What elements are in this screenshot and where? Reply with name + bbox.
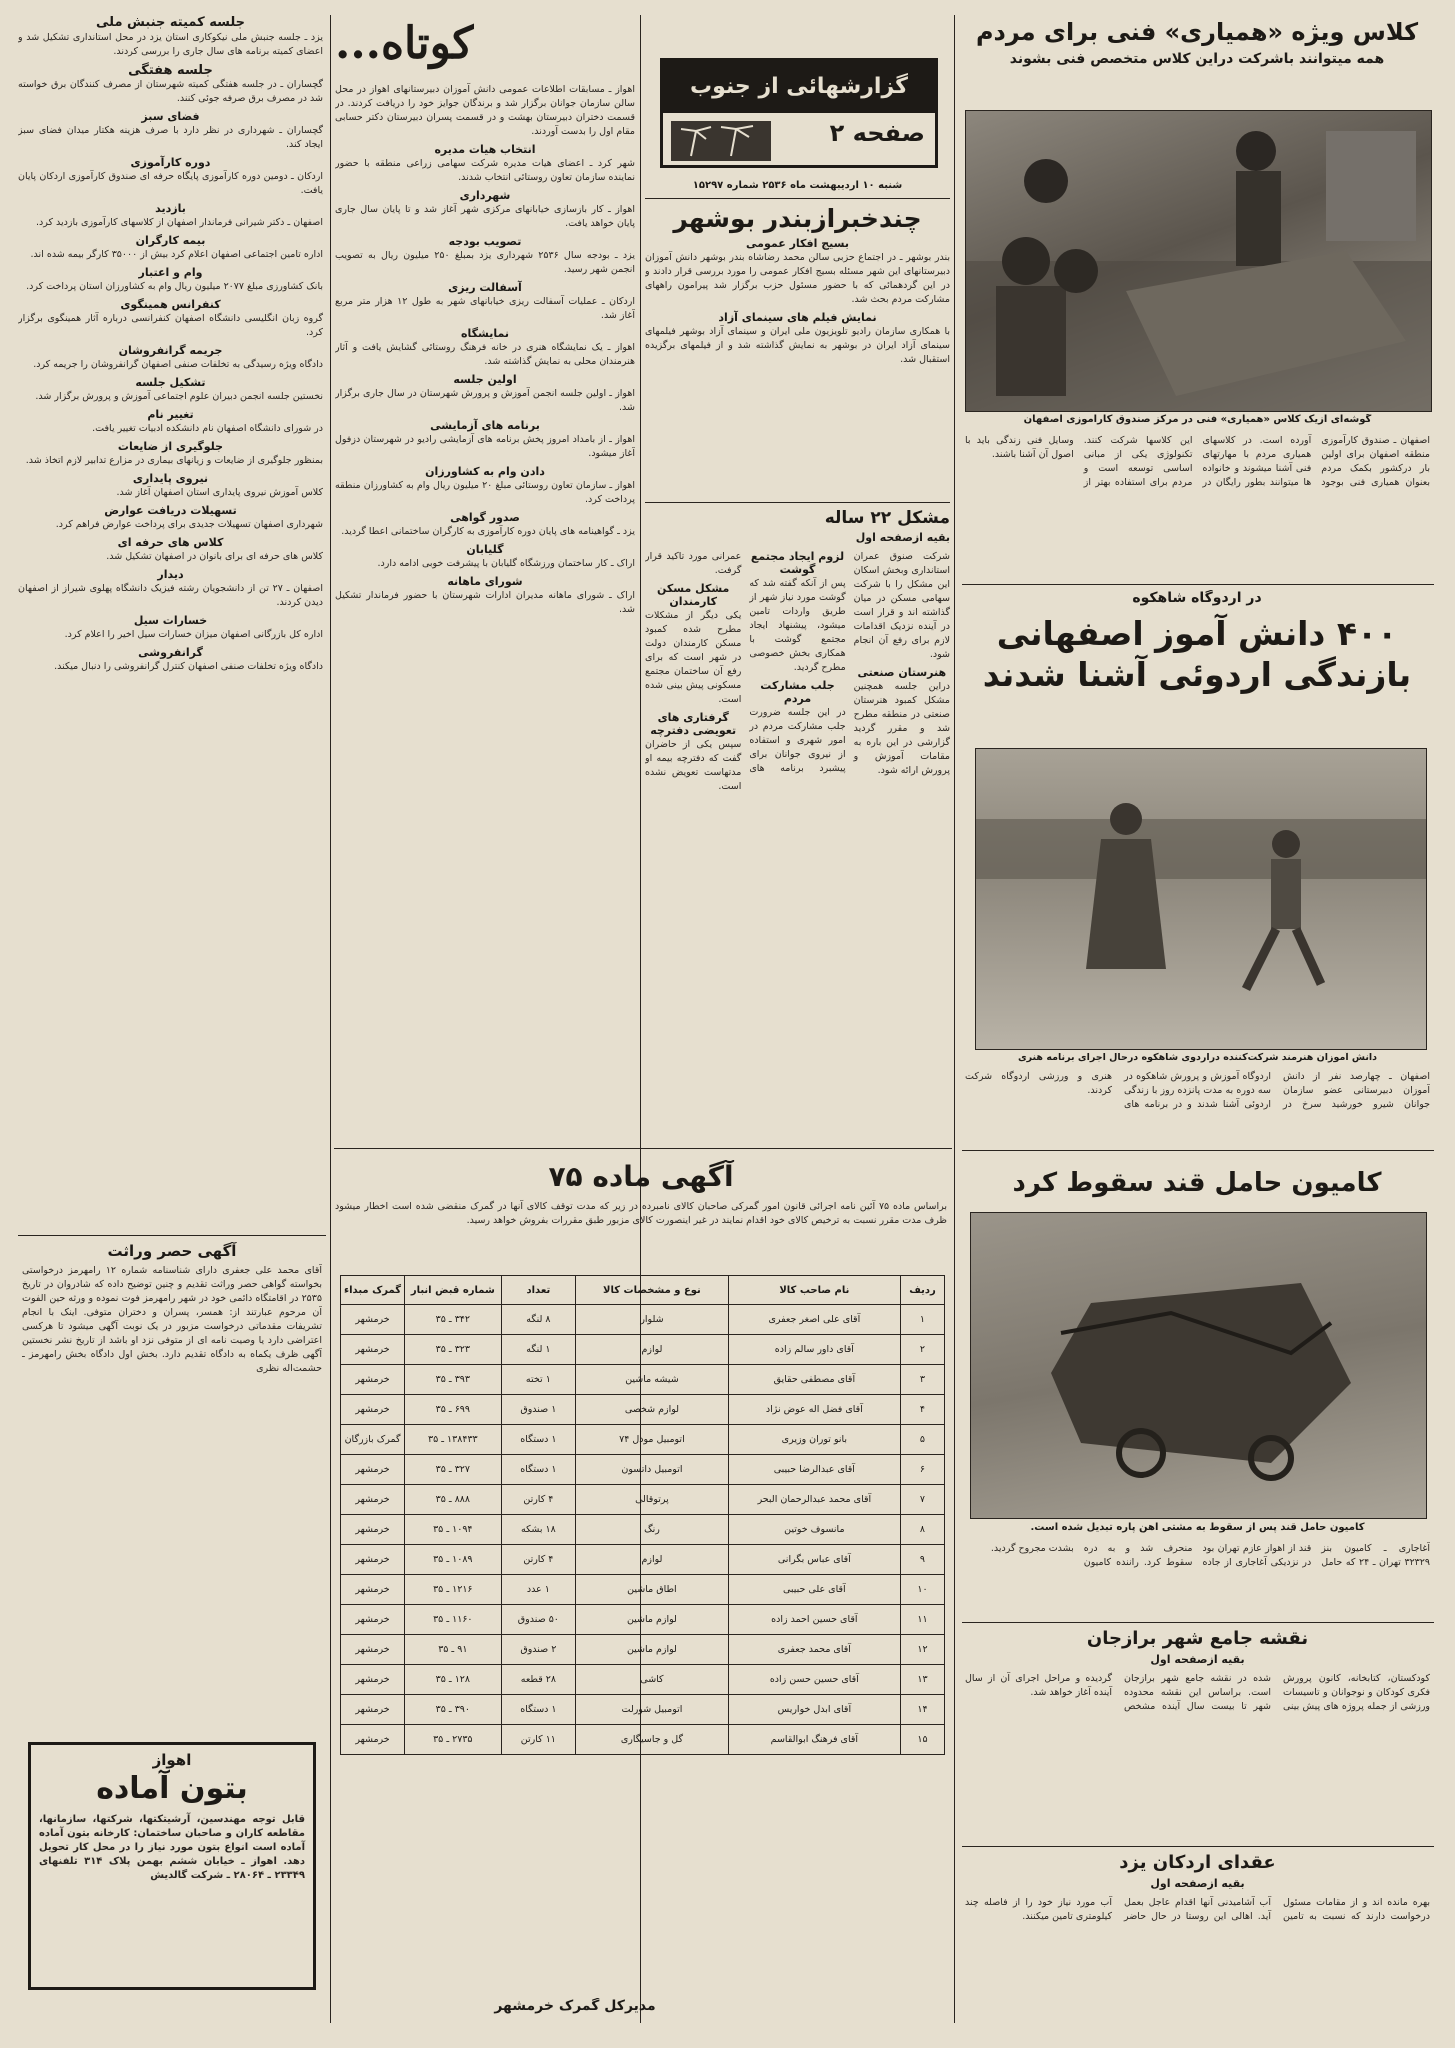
class-subheadline: همه میتوانند باشرکت دراین کلاس متخصص فنی بشوند: [1009, 50, 1385, 67]
concrete-ad-title: بتون آماده: [96, 1771, 248, 1806]
tawizi-body: سپس یکی از حاضران گفت که دفترچه بیمه او مدتهاست تعویض نشده است.: [645, 739, 742, 792]
ad75-header: [335, 1160, 947, 1232]
wed-headline: عقدای اردکان یزد: [1119, 1852, 1276, 1873]
customs-table: [340, 1275, 945, 1755]
class-headline: کلاس ویژه «همیاری» فنی برای مردم: [975, 18, 1419, 46]
map-headline: نقشه جامع شهر برازجان: [1086, 1628, 1309, 1649]
wed-continued-label: بقیه ازصفحه اول: [1150, 1876, 1245, 1890]
section-rule: [18, 1235, 326, 1236]
truck-photo: [970, 1212, 1427, 1519]
table-row: ۱۳ آقای حسین حسن زاده کاشی ۲۸ قطعه ۱۲۸ ـ ۳۵ خرمشهر: [341, 1665, 945, 1695]
truck-headline: کامیون حامل قند سقوط کرد: [1012, 1168, 1382, 1198]
honarestan-body: دراین جلسه همچنین مشکل کمبود هنرستان صنعتی در منطقه مطرح شد و مقرر گردید گزارشی در این باره به مقامات آموزش و پرورش ارائه شود.: [853, 681, 950, 776]
housing-subhead: مشکل مسکن کارمندان: [657, 582, 730, 608]
column-rule: [954, 15, 955, 2023]
section-rule: [962, 1622, 1434, 1623]
tawizi-subhead: گرفتاری های تعویضی دفترچه: [650, 711, 737, 737]
truck-article: [962, 1168, 1432, 1199]
section-rule: [962, 584, 1434, 585]
meat-body: پس از آنکه گفته شد که گوشت مورد نیاز شهر از طریق واردات تامین میشود، پیشنهاد ایجاد مجتمع گوشت با همکاری بخش خصوصی مطرح گردید.: [749, 578, 846, 673]
table-row: ۸ مانسوف خوتین رنگ ۱۸ بشکه ۱۰۹۴ ـ ۳۵ خرمشهر: [341, 1515, 945, 1545]
table-header-row: ردیف نام صاحب کالا نوع و مشخصات کالا تعداد شماره قبض انبار گمرک مبداء: [341, 1276, 945, 1305]
concrete-ad: [28, 1742, 316, 1990]
dateline: شنبه ۱۰ اردیبهشت ماه ۲۵۳۶ شماره ۱۵۲۹۷: [692, 180, 903, 191]
section-rule: [645, 502, 950, 503]
bushehr-headline: چندخبرازبندر بوشهر: [673, 204, 922, 233]
participation-body: در این جلسه ضرورت جلب مشارکت مردم در امور شهری و استفاده از نیروی جوانان برای پیشبرد برنامه های عمرانی مورد تاکید قرار گرفت.: [645, 551, 846, 774]
participation-subhead: جلب مشارکت مردم: [760, 679, 835, 705]
mashkal-article: [645, 508, 950, 545]
table-row: ۳ آقای مصطفی حقایق شیشه ماشین ۱ تخته ۳۹۳ ـ ۳۵ خرمشهر: [341, 1365, 945, 1395]
mashkal-headline: مشکل ۲۲ ساله: [824, 508, 950, 528]
wed-article: [965, 1852, 1430, 1891]
far-left-column: جلسه کمیته جنبش ملی یزد ـ جلسه جنبش ملی نیکوکاری استان یزد در محل استانداری تشکیل شد و اعضای کمیته برنامه های سال جاری را بررسی کردند. جلسه هفتگی گچساران ـ در جلسه هفتگی کمیته شهرستان از مصرف کنندگان برق خواسته شد در مصرف برق صرفه جوئی کنند. فضای سبز گچساران ـ شهرداری در نظر دارد با صرف هزینه هکتار میدان فضای سبز ایجاد کند. دوره کارآموزی اردکان ـ دومین دوره کارآموزی پایگاه حرفه ای صندوق کارآموزی اردکان پایان یافت. بازدید اصفهان ـ دکتر شیرانی فرماندار اصفهان از کلاسهای کارآموزی بازدید کرد. بیمه کارگران اداره تامین اجتماعی اصفهان اعلام کرد بیش از ۳۵۰۰۰ کارگر بیمه شده اند. وام و اعتبار بانک کشاورزی مبلغ ۲۰۷۷ میلیون ریال وام به کشاورزان استان پرداخت کرد. کنفرانس همینگوی گروه زبان انگلیسی دانشگاه اصفهان کنفرانسی درباره آثار همینگوی برگزار کرد. جریمه گرانفروشان دادگاه ویژه رسیدگی به تخلفات صنفی اصفهان گرانفروشان را جریمه کرد. تشکیل جلسه نخستین جلسه انجمن دبیران علوم اجتماعی آموزش و پرورش برگزار شد. تغییر نام در شورای دانشگاه اصفهان نام دانشکده ادبیات تغییر یافت. جلوگیری از ضایعات بمنظور جلوگیری از ضایعات و زیانهای بیماری در مزارع تدابیر لازم اتخاذ شد. نیروی پایداری کلاس آموزش نیروی پایداری استان اصفهان آغاز شد. تسهیلات دریافت عوارض شهرداری اصفهان تسهیلات جدیدی برای پرداخت عوارض فراهم کرد. کلاس های حرفه ای کلاس های حرفه ای برای بانوان در اصفهان تشکیل شد. دیدار اصفهان ـ ۲۷ تن از دانشجویان رشته فیزیک دانشگاه پهلوی شیراز از اصفهان دیدن کردند. خسارات سیل اداره کل بازرگانی اصفهان میزان خسارات سیل اخیر را اعلام کرد. گرانفروشی دادگاه ویژه تخلفات صنفی اصفهان کنترل گرانفروشی را دنبال میکند.: [18, 15, 323, 673]
class-photo-caption: گوشه‌ای ازیک کلاس «همیاری» فنی در مرکز صندوق کارآموزی اصفهان: [1023, 414, 1372, 425]
map-article: [965, 1628, 1430, 1667]
table-row: ۱۱ آقای حسین احمد زاده لوازم ماشین ۵۰ صندوق ۱۱۶۰ ـ ۳۵ خرمشهر: [341, 1605, 945, 1635]
table-row: ۲ آقای داور سالم زاده لوازم ۱ لنگه ۳۲۳ ـ ۳۵ خرمشهر: [341, 1335, 945, 1365]
report-page-label: صفحه ۲: [829, 119, 925, 147]
palm-logo-icon: [671, 121, 771, 161]
report-title: گزارشهائی از جنوب: [663, 61, 935, 113]
section-rule: [645, 198, 950, 199]
ad75-table-wrap: [340, 1275, 945, 1755]
table-row: ۱۵ آقای فرهنگ ابوالقاسم گل و جاسیگاری ۱۱ کارتن ۲۷۳۵ ـ ۳۵ خرمشهر: [341, 1725, 945, 1755]
camp-photo-caption: دانش آموزان هنرمند شرکت‌کننده دراردوی شاهکوه درحال اجرای برنامه هنری: [1017, 1052, 1378, 1063]
concrete-ad-city: اهواز: [152, 1751, 192, 1769]
section-rule: [334, 1148, 952, 1149]
table-row: ۷ آقای محمد عبدالرحمان البحر پرتوقالی ۴ کارتن ۸۸۸ ـ ۳۵ خرمشهر: [341, 1485, 945, 1515]
inheritance-body: آقای محمد علی جعفری دارای شناسنامه شماره ۱۲ رامهرمز درخواستی بخواسته گواهی حصر وراثت تقدیم و چنین توضیح داده که شادروان در تاریخ ۲۵۳۵ در اقامتگاه دائمی خود در شهر رامهرمز فوت نموده و ورثه حین الفوت آن مرحوم عبارتند از: همسر، پسران و دختران متوفی. اینک با انجام تشریفات مقدماتی درخواست مزبور در یک نوبت آگهی میشود تا هرکسی اعتراضی دارد یا وصیت نامه ای از متوفی نزد او باشد از تاریخ نشر نخستین آگهی ظرف یکماه به دادگاه تقدیم دارد. بخش اول دادگاه بخش رامهرمز ـ حشمت‌اله نظری: [22, 1265, 322, 1374]
housing-body: یکی دیگر از مشکلات مطرح شده کمبود مسکن کارمندان دولت در شهر است که برای رفع آن ساختمان مجتمع مسکونی پیش بینی شده است.: [645, 610, 742, 705]
ad75-title: آگهی ماده ۷۵: [548, 1160, 734, 1193]
mashkal-body: شرکت صنوق عمران استانداری وبخش اسکان این مشکل را با شرکت سهامی مسکن در میان گذاشته اند و قرار است در آینده نزدیک اقدامات لازم برای رفع آن انجام شود.: [853, 551, 950, 660]
south-report-box: [660, 58, 938, 168]
inheritance-notice: [22, 1242, 322, 1572]
column-rule: [330, 15, 331, 2023]
concrete-ad-body: قابل توجه مهندسین، آرشیتکتها، شرکتها، سازمانها، مقاطعه کاران و صاحبان ساختمان: کارخانه بتون آماده آماده است انواع بتون مورد نیاز را در محل کار تحویل دهد. اهواز ـ خیابان ششم بهمن پلاک ۳۱۴ تلفنهای ۲۳۳۴۹ ـ ۲۸۰۶۴ ـ شرکت گالدیش: [39, 1814, 305, 1881]
table-row: ۱ آقای علی اصغر جعفری شلوار ۸ لنگه ۳۴۲ ـ ۳۵ خرمشهر: [341, 1305, 945, 1335]
mashkal-columns: [645, 550, 950, 1140]
table-row: ۶ آقای عبدالرضا حبیبی اتومبیل داتسون ۱ دستگاه ۳۲۷ ـ ۳۵ خرمشهر: [341, 1455, 945, 1485]
map-continued-label: بقیه ازصفحه اول: [1150, 1652, 1245, 1666]
table-row: ۵ بانو توران وزیری اتومبیل مودل ۷۴ ۱ دستگاه ۱۳۸۴۳۳ ـ ۳۵ گمرک بازرگان: [341, 1425, 945, 1455]
bushehr-body-2: با همکاری سازمان رادیو تلویزیون ملی ایران و سینمای آزاد بوشهر فیلمهای سینمای آزاد ایران در بوشهر به نمایش گذاشته شد و از فیلمهای برگزیده استقبال شد.: [645, 326, 950, 365]
bushehr-subhead-1: بسیج افکار عمومی: [746, 237, 849, 250]
class-photo: [965, 110, 1432, 412]
mashkal-continued-label: بقیه ازصفحه اول: [855, 531, 950, 545]
ad75-signature: مدیرکل گمرک خرمشهر: [494, 1998, 656, 2014]
truck-article-body: آغاجاری ـ کامیون بنز ۳۲۳۲۹ تهران ـ ۲۴ که حامل قند از اهواز عازم تهران بود در نزدیکی آغاجاری از جاده منحرف شد و به دره سقوط کرد. راننده کامیون بشدت مجروح گردید.: [990, 1543, 1430, 1568]
table-row: ۱۴ آقای ابدل خواریس اتومبیل شورلت ۱ دستگاه ۳۹۰ ـ ۳۵ خرمشهر: [341, 1695, 945, 1725]
table-row: ۴ آقای فضل اله عوض نژاد لوازم شخصی ۱ صندوق ۶۹۹ ـ ۳۵ خرمشهر: [341, 1395, 945, 1425]
camp-headline: ۴۰۰ دانش آموز اصفهانی بازندگی اردوئی آشنا شدند: [982, 613, 1412, 695]
camp-article-body: اصفهان ـ چهارصد نفر از دانش آموزان دبیرستانی عضو سازمان جوانان شیرو خورشید سرخ در اردوگاه آموزش و پرورش شاهکوه در سه دوره به مدت پانزده روز با زندگی اردوئی آشنا شدند و در برنامه های هنری و ورزشی اردوگاه شرکت کردند.: [965, 1071, 1430, 1110]
truck-photo-caption: کامیون حامل قند پس از سقوط به مشتی آهن پاره تبدیل شده است.: [1030, 1522, 1365, 1533]
ad75-intro: براساس ماده ۷۵ آئین نامه اجرائی قانون امور گمرکی صاحبان کالای نامبرده در زیر که مدت توقف کالای آنها در گمرک منقضی شده است اخطار میشود ظرف مدت مقرر نسبت به ترخیص کالای خود اقدام نمایند در غیر اینصورت کالای مزبور طبق مقررات بفروش خواهد رسید.: [335, 1200, 947, 1226]
table-row: ۹ آقای عباس بگرانی لوازم ۴ کارتن ۱۰۸۹ ـ ۳۵ خرمشهر: [341, 1545, 945, 1575]
wed-article-body: بهره مانده اند و از مقامات مسئول درخواست دارند که نسبت به تامین آب آشامیدنی آنها اقدام عاجل بعمل آید. اهالی این روستا در حال حاضر آب مورد نیاز خود را از فاصله چند کیلومتری تامین میکنند.: [965, 1897, 1430, 1922]
bushehr-article: [645, 204, 950, 371]
honarestan-subhead: هنرستان صنعتی: [857, 666, 947, 679]
kootah-body: اهواز ـ مسابقات اطلاعات عمومی دانش آموزان دبیرستانهای اهواز در محل سالن سازمان جوانان برگزار شد و برندگان جوایز خود را دریافت کردند. در قسمت دختران دبیرستان بهشت و در قسمت پسران دبیرستان دکتر حسابی مقام اول را بدست آوردند.: [335, 83, 635, 137]
camp-kicker: در اردوگاه شاهکوه: [1132, 590, 1262, 606]
camp-photo: [975, 748, 1427, 1050]
map-article-body: کودکستان، کتابخانه، کانون پرورش فکری کودکان و نوجوانان و تاسیسات ورزشی از جمله پروژه های پیش بینی شده در نقشه جامع شهر برازجان است. براساس این نقشه محدوده شهر تا بیست سال آینده مشخص گردیده و مراحل اجرای آن از سال آینده آغاز خواهد شد.: [965, 1673, 1430, 1712]
table-row: ۱۰ آقای علی حبیبی اطاق ماشین ۱ عدد ۱۲۱۶ ـ ۳۵ خرمشهر: [341, 1575, 945, 1605]
bushehr-body-1: بندر بوشهر ـ در اجتماع حزبی سالن محمد رضاشاه بندر بوشهر دانش آموزان دبیرستانهای این شهر مسئله بسیج افکار عمومی را مورد بررسی قرار دادند و در این گردهمائی که با حضور مسئول حزب برگزار شد پیرامون راههای مشارکت مردم بحث شد.: [645, 252, 950, 305]
kootah-title: کوتاه...: [335, 18, 474, 69]
class-article-body: اصفهان ـ صندوق کارآموزی منطقه اصفهان برای اولین بار درکشور بکمک مردم بعنوان همیاری فنی بوجود آورده است. در کلاسهای همیاری مردم با مهارتهای فنی آشنا میشوند و خانواده ها میتوانند بطور رایگان در این کلاسها شرکت کنند. تکنولوژی یکی از مبانی اساسی توسعه است و مردم برای استفاده بهتر از وسایل فنی زندگی باید با اصول آن آشنا باشند.: [965, 435, 1430, 488]
inheritance-headline: آگهی حصر وراثت: [107, 1242, 237, 1260]
section-rule: [962, 1846, 1434, 1847]
section-rule: [962, 1150, 1434, 1151]
camp-article: [962, 590, 1432, 695]
kootah-column: کوتاه... اهواز ـ مسابقات اطلاعات عمومی دانش آموزان دبیرستانهای اهواز در محل سالن سازمان جوانان برگزار شد و برندگان جوایز خود را دریافت کردند. در قسمت دختران دبیرستان بهشت و در قسمت پسران دبیرستان دکتر حسابی مقام اول را بدست آوردند. انتخاب هیات مدیره شهر کرد ـ اعضای هیات مدیره شرکت سهامی زراعی منطقه با حضور نماینده سازمان تعاون روستائی انتخاب شدند. شهرداری اهواز ـ کار بازسازی خیابانهای مرکزی شهر آغاز شد و تا پایان سال جاری پایان خواهد یافت. تصویب بودجه یزد ـ بودجه سال ۲۵۳۶ شهرداری یزد بمبلغ ۲۵۰ میلیون ریال به تصویب انجمن شهر رسید. آسفالت ریزی اردکان ـ عملیات آسفالت ریزی خیابانهای شهر به طول ۱۲ هزار متر مربع آغاز شد. نمایشگاه اهواز ـ یک نمایشگاه هنری در خانه فرهنگ روستائی گشایش یافت و آثار هنرمندان محلی به نمایش گذاشته شد. اولین جلسه اهواز ـ اولین جلسه انجمن آموزش و پرورش شهرستان در سال جاری برگزار شد. برنامه های آزمایشی اهواز ـ از بامداد امروز پخش برنامه های آزمایشی رادیو در شهرستان دزفول آغاز میشود. دادن وام به کشاورزان اهواز ـ سازمان تعاون روستائی مبلغ ۲۰ میلیون ریال وام به کشاورزان منطقه پرداخت کرد. صدور گواهی یزد ـ گواهینامه های پایان دوره کارآموزی به کارگران ساختمانی اعطا گردید. گلیابان اراک ـ کار ساختمان ورزشگاه گلیابان با پیشرفت خوبی ادامه دارد. شورای ماهانه اراک ـ شورای ماهانه مدیران ادارات شهرستان با حضور فرماندار تشکیل شد.: [335, 18, 635, 615]
meat-subhead: لزوم ایجاد مجتمع گوشت: [750, 550, 845, 576]
bushehr-subhead-2: نمایش فیلم های سینمای آزاد: [718, 311, 877, 324]
table-row: ۱۲ آقای محمد جعفری لوازم ماشین ۲ صندوق ۹۱ ـ ۳۵ خرمشهر: [341, 1635, 945, 1665]
